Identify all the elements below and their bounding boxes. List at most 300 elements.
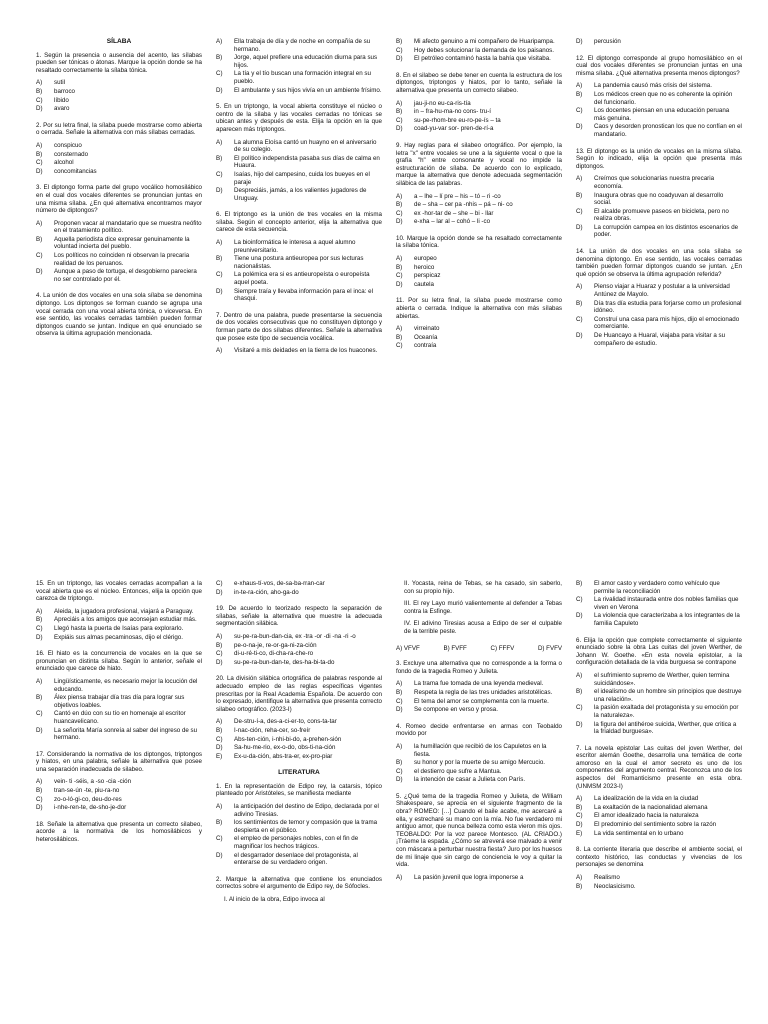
option-letter: C) (216, 735, 223, 743)
option-item (576, 883, 742, 891)
option-letter: A) (216, 347, 223, 355)
section-heading-literatura: LITERATURA (278, 769, 320, 777)
option-item (576, 830, 742, 838)
option-letter: B) (216, 819, 223, 827)
question-9: 9. Hay reglas para el silabeo ortográfico. Por ejemplo, la letra "x" entre vocales se une a la siguiente vocal o que la grafía "h" entre consonante y vocal no impide la estructuración de sílaba. De acuerdo con lo explicado, marque la alternativa que denote adecuada segmentación silábica de las palabras. (396, 141, 562, 187)
option-letter: A) (216, 718, 223, 726)
option-item (576, 283, 742, 298)
option-item (576, 175, 742, 190)
option-item (216, 744, 382, 752)
option-text: Respeta la regla de las tres unidades aristotélicas. (414, 688, 553, 696)
question-17: 17. Considerando la normativa de los diptongos, triptongos y hiatos, en una palabra, señale la alternativa que posee una separación inadecuada de silabeo. (36, 750, 202, 773)
option-letter: C) (396, 767, 403, 775)
option-item (216, 736, 382, 744)
question-1: 1. Según la presencia o ausencia del acento, las sílabas pueden ser tónicas o átonas. Marque la opción donde se ha resaltado correctamente la sílaba tónica. (36, 51, 202, 74)
lit-question-2-item-1: I. Al inicio de la obra, Edipo invoca al (224, 896, 325, 903)
option-text: Mi afecto genuino a mi compañero de Huaripampa. (414, 38, 555, 45)
option-letter: A) (216, 138, 223, 146)
option-letter: B) (36, 235, 43, 243)
options-8 (396, 100, 562, 133)
option-text: consternado (54, 150, 89, 158)
option-item (216, 650, 382, 658)
lit-option-5a: A) La pasión juvenil que logra imponerse a (396, 873, 524, 881)
option-text: El amor idealizado hacia la naturaleza (594, 812, 699, 820)
option-item (216, 803, 382, 818)
sheet-top (22, 0, 746, 512)
option-letter: D) (36, 268, 43, 276)
option-letter: C) (396, 209, 403, 217)
option-item (36, 727, 202, 742)
options-6 (216, 239, 382, 303)
lit-options-5 (576, 580, 742, 628)
options-5 (216, 139, 382, 203)
option-item (576, 38, 742, 46)
option-letter: D) (576, 720, 583, 728)
option-item (576, 316, 742, 331)
option-letter: C) (396, 272, 403, 280)
option-item (576, 107, 742, 122)
option-text: La tía y el tío buscan una formación integral en su pueblo. (234, 70, 371, 85)
option-item (216, 171, 382, 186)
option-letter: A) (576, 874, 583, 881)
option-text: Creímos que solucionarías nuestra precaria economía. (594, 175, 715, 190)
option-letter: D) (396, 55, 403, 63)
option-text: su honor y por la muerte de su amigo Mercucio. (414, 759, 546, 767)
option-item (216, 819, 382, 834)
option-text: El alcalde promueve paseos en bicicleta, pero no realiza obras. (594, 207, 729, 223)
option-item (216, 239, 382, 254)
option-text: Inaugura obras que no coadyuvan al desarrollo social. (594, 191, 724, 207)
option-text: el empleo de personajes nobles, con el fin de magnificar los hechos trágicos. (234, 835, 359, 851)
option-text: pe-o-na-je, re-or-ga-ni-za-ción (234, 641, 317, 649)
option-text: el idealismo de un hombre sin principios que destruye una relación». (594, 688, 742, 703)
lit-question-6: 6. Elija la opción que complete correctamente el siguiente enunciado sobre la obra Las cuitas del joven Werther, de Johann W. Goethe. «En esta novela epistolar, a la configuración detallada de la vida burguesa se contrapone (576, 636, 742, 667)
option-text: El amor casto y verdadero como vehículo que permite la reconciliación (594, 580, 720, 595)
question-8: 8. En el silabeo se debe tener en cuenta la estructura de los diptongos, triptongos y hiatos, por lo tanto, señale la alternativa que presenta un correcto silabeo. (396, 71, 562, 94)
option-item (396, 743, 562, 758)
option-text: La polémica era si es antieuropeísta o europeísta aquel poeta. (234, 271, 370, 287)
option-letter: C) (576, 315, 583, 323)
option-letter: D) (576, 332, 583, 339)
lit-options-2 (396, 645, 562, 653)
option-text: La bioinformática le interesa a aquel alumno preuniversitario. (234, 239, 356, 254)
question-5: 5. En un triptongo, la vocal abierta constituye el núcleo o centro de la sílaba y las vocales cerradas no tónicas se ubican antes y después de esta. Elija la opción en la que aparecen más triptongos. (216, 103, 382, 133)
option-letter: C) (576, 596, 583, 604)
question-16: 16. El hiato es la concurrencia de vocales en la que se pronuncian en distinta sílaba. Según lo anterior, señale el enunciado que carece de hiato. (36, 650, 202, 673)
lit-options-4 (396, 743, 562, 784)
option-item (36, 159, 202, 167)
option-letter: B) (396, 759, 403, 767)
option-text: Tiene una postura antieuropea por sus lecturas nacionalistas. (234, 255, 364, 270)
option-letter: C) (216, 70, 223, 78)
option-item (396, 342, 562, 350)
option-item (576, 82, 742, 90)
column-1 (36, 38, 202, 343)
option-letter: D) (36, 804, 43, 812)
statement-item: II. Yocasta, reina de Tebas, se ha casado, sin saberlo, con su propio hijo. (404, 580, 562, 595)
option-item (396, 193, 562, 201)
options-11-cont (576, 38, 742, 46)
option-text: La trama fue tomada de una leyenda medieval. (414, 680, 544, 688)
option-text: la figura del antihéroe suicida, Werther, que critica a la frialdad burguesa». (594, 720, 737, 736)
option-letter: B) (576, 191, 583, 199)
question-14: 14. La unión de dos vocales en una sola sílaba se denomina diptongo. En ese sentido, las vocales cerradas también pueden formar diptongos cuando se juntan. ¿En qué opción se observa la última agrupación referida? (576, 248, 742, 278)
option-letter: C) (36, 710, 43, 718)
question-20: 20. La división silábica ortográfica de palabras responde al adecuado empleo de las reglas específicas vigentes prescritas por la Real Academia Española. De acuerdo con lo expresado, identifique la alternativa que presenta correcto silabeo ortográfico. (2023-I) (216, 675, 382, 713)
option-letter: B) (576, 580, 583, 587)
option-text: La idealización de la vida en la ciudad (594, 795, 699, 803)
option-letter: C) (36, 252, 43, 260)
option-letter: D) (216, 187, 223, 195)
option-text: I-nac-ción, reha-cer, so-freír (234, 726, 311, 734)
option-text: europeo (414, 255, 437, 263)
option-item (576, 704, 742, 719)
option-text: La pandemia causó más crisis del sistema. (594, 82, 712, 90)
option-letter: B) (36, 694, 43, 702)
tf-option: D) FVFV (537, 644, 562, 652)
option-text: avaro (54, 105, 70, 113)
option-text: La corrupción campea en los distintos escenarios de poder. (594, 223, 739, 239)
option-item (396, 255, 562, 263)
option-item (396, 125, 562, 133)
lit-options-8 (576, 874, 742, 890)
option-item (216, 87, 382, 95)
option-letter: A) (576, 795, 583, 803)
option-text: Álex piensa trabajar día tras día para lograr sus objetivos loables. (54, 694, 185, 709)
option-letter: B) (396, 688, 403, 696)
option-item (576, 123, 742, 138)
lit-options-3 (396, 680, 562, 713)
option-text: La vida sentimental en lo urbano (594, 829, 684, 837)
option-text: El ambulante y sus hijos vivía en un ambiente frísimo. (234, 86, 382, 94)
option-letter: A) (396, 680, 403, 688)
option-text: Llegó hasta la puerta de Isaías para explorarlo. (54, 624, 184, 632)
option-text: Siempre traía y llevaba información para el inca: el chasqui. (234, 287, 373, 303)
question-6: 6. El triptongo es la unión de tres vocales en la misma sílaba. Según el concepto anterior, elija la alternativa que carece de esta secuencia. (216, 211, 382, 234)
page-bottom (0, 512, 768, 1024)
option-text: percusión (594, 38, 621, 45)
option-item (576, 580, 742, 595)
option-letter: B) (36, 616, 43, 624)
option-letter: B) (396, 333, 403, 341)
option-text: ex -hor-tar de – she – bi - llar (414, 209, 494, 217)
option-letter: D) (396, 218, 403, 226)
option-letter: E) (576, 829, 583, 837)
options-17 (36, 778, 202, 811)
lit-question-8: 8. La corriente literaria que describe el ambiente social, el contexto histórico, las conductas y vivencias de los personajes se denomina (576, 846, 742, 869)
option-letter: C) (396, 697, 403, 705)
option-letter: D) (216, 588, 223, 596)
option-item (36, 625, 202, 633)
option-text: barroco (54, 87, 75, 95)
option-item (36, 787, 202, 795)
option-item (216, 659, 382, 667)
option-letter: D) (576, 223, 583, 231)
option-item (216, 835, 382, 850)
option-item (576, 672, 742, 687)
option-item (396, 201, 562, 209)
option-text: in-te-ra-ción, aho-ga-do (234, 588, 299, 596)
option-item (576, 596, 742, 611)
option-item (396, 264, 562, 272)
option-text: Sa-hu-me-rio, ex-o-do, obs-ti-na-ción (234, 744, 336, 752)
option-letter: B) (216, 154, 223, 162)
option-item (576, 795, 742, 803)
question-11: 11. Por su letra final, la sílaba puede mostrarse como abierta o cerrada. Indique la alternativa con más sílabas abiertas. (396, 297, 562, 320)
option-letter: D) (396, 280, 403, 288)
option-letter: C) (36, 795, 43, 803)
option-text: e-xha – lar al – cohó – li -co (414, 218, 491, 226)
option-text: La alumna Eloísa cantó un huayno en el aniversario de su colegio. (234, 138, 377, 154)
option-text: la anticipación del destino de Edipo, declarada por el adivino Tiresias. (234, 803, 379, 818)
option-item (396, 680, 562, 688)
option-item (576, 874, 742, 882)
options-15 (36, 608, 202, 641)
option-item (396, 776, 562, 784)
option-letter: D) (36, 633, 43, 641)
question-15: 15. En un triptongo, las vocales cerradas acompañan a la vocal abierta que es el núcleo. Entonces, elija la opción que carezca de triptongo. (36, 580, 202, 603)
option-item (576, 332, 742, 347)
option-item (576, 688, 742, 703)
option-item (36, 252, 202, 267)
option-text: in – fra-hu-ma-no cons- tru-í (414, 108, 492, 116)
option-letter: C) (216, 580, 223, 587)
statement-item: IV. El adivino Tiresias acusa a Edipo de ser el culpable de la terrible peste. (404, 620, 562, 635)
option-letter: C) (396, 46, 403, 54)
option-item (396, 218, 562, 226)
option-letter: B) (576, 882, 583, 890)
option-item (216, 718, 382, 726)
options-9 (396, 193, 562, 226)
option-text: De-stru-í-a, des-a-ci-er-to, cons-ta-tar (234, 718, 337, 726)
lit-options-7 (576, 795, 742, 837)
option-item (36, 105, 202, 113)
option-text: Oceanía (414, 333, 438, 341)
question-13: 13. El diptongo es la unión de vocales en la misma sílaba. Según lo indicado, elija la opción que presenta más diptongos. (576, 147, 742, 170)
option-letter: C) (216, 650, 223, 658)
option-text: Cantó en dúo con su tío en homenaje al escritor huancavelicano. (54, 710, 186, 725)
option-text: i-nhe-ren-te, de-sho-je-dor (54, 804, 127, 812)
option-item (576, 804, 742, 812)
option-item (36, 608, 202, 616)
option-item (576, 821, 742, 829)
tf-option: A) VFVF (396, 644, 420, 652)
option-text: e-xhaus-tí-vos, de-sa-ba-rran-car (234, 580, 325, 587)
options-11 (396, 325, 562, 350)
option-text: Apreciáis a los amigos que aconsejan estudiar más. (54, 616, 197, 624)
question-3: 3. El diptongo forma parte del grupo vocálico homosilábico en el cual dos vocales diferentes se pronuncian juntas en una misma sílaba. ¿En qué alternativa encontramos mayor número de diptongos? (36, 184, 202, 215)
option-letter: A) (576, 175, 583, 183)
option-item (36, 79, 202, 87)
option-letter: C) (396, 116, 403, 124)
option-text: Aleida, la jugadora profesional, viajará a Paraguay. (54, 607, 194, 615)
option-item (36, 804, 202, 812)
option-letter: A) (396, 192, 403, 200)
option-text: Ella trabaja de día y de noche en compañía de su hermano. (234, 38, 371, 53)
option-letter: A) (36, 219, 43, 227)
option-text: Visitaré a mis deidades en la tierra de los huacones. (234, 347, 378, 355)
lit-question-5: 5. ¿Qué tema de la tragedia Romeo y Julieta, de William Shakespeare, se aprecia en el siguiente fragmento de la obra? ROMEO: […] Cuando el baile acabe, me acercaré a ella, y estrecharé su mano con la mía. No fue verdadero mi antiguo amor, que nunca belleza como esta vieron mis ojos. TEOBALDO: Por la voz parece Montesco. (AL CRIADO.) ¡Tráeme la espada. ¿Cómo se atreverá ese malvado a venir con máscara a perturbar nuestra fiesta? Juro por los huesos de mi linaje que sin cargo de conciencia le voy a quitar la vida. (396, 792, 562, 869)
option-item (36, 694, 202, 709)
option-text: virreinato (414, 325, 440, 333)
option-letter: A) (396, 99, 403, 107)
option-item (216, 633, 382, 641)
option-item (576, 612, 742, 627)
option-letter: C) (396, 342, 403, 350)
option-letter: C) (576, 704, 583, 712)
option-letter: C) (216, 271, 223, 279)
option-item (576, 224, 742, 239)
option-item (36, 710, 202, 725)
options-7 (216, 347, 382, 355)
option-letter: D) (576, 612, 583, 620)
option-item (216, 580, 382, 588)
option-letter: B) (576, 299, 583, 307)
option-text: Día tras día estudia para forjarse como un profesional idóneo. (594, 299, 742, 315)
option-letter: E) (216, 752, 223, 760)
option-text: de – sha – cer pa -nhis – pá – ni- co (414, 201, 513, 209)
option-item (396, 108, 562, 116)
question-18: 18. Señale la alternativa que presenta un correcto silabeo, acorde a la normativa de los homosilábicos y heterosilábicos. (36, 820, 202, 844)
option-letter: A) (216, 38, 223, 45)
option-letter: B) (396, 108, 403, 116)
option-text: El petróleo contaminó hasta la bahía que visitaba. (414, 55, 551, 63)
question-12: 12. El diptongo corresponde al grupo homosilábico en el cual dos vocales diferentes se pronuncian juntas en una misma sílaba. ¿Qué alternativa presenta menos diptongos? (576, 54, 742, 77)
column-2-bottom (216, 580, 382, 909)
option-letter: B) (576, 688, 583, 696)
option-item (216, 347, 382, 355)
option-item (396, 334, 562, 342)
option-text: La exaltación de la nacionalidad alemana (594, 803, 708, 811)
option-letter: C) (216, 170, 223, 178)
sheet-bottom (22, 512, 746, 1024)
option-text: el sufrimiento supremo de Werther, quien termina suicidándose». (594, 671, 730, 687)
option-letter: D) (576, 821, 583, 829)
section-heading-silaba: SÍLABA (106, 38, 132, 45)
option-item (36, 796, 202, 804)
column-2 (216, 38, 382, 364)
option-text: Jorge, aquel prefiere una educación diurna para sus hijos. (234, 54, 378, 69)
option-letter: D) (216, 287, 223, 295)
option-item (36, 634, 202, 642)
option-item (216, 727, 382, 735)
option-letter: D) (216, 851, 223, 859)
option-item (216, 271, 382, 286)
option-item (36, 236, 202, 251)
question-4: 4. La unión de dos vocales en una sola sílaba se denomina diptongo. Los diptongos se forman cuando se agrupa una vocal cerrada con una vocal abierta tónica, o viceversa. En ese sentido, las vocales cerradas también pueden formar diptongos cuando se juntan. Indique en qué enunciado se observa la última agrupación mencionada. (36, 292, 202, 338)
lit-options-6 (576, 672, 742, 736)
option-letter: D) (576, 38, 583, 45)
options-18 (216, 580, 382, 596)
option-letter: D) (36, 726, 43, 734)
option-text: cautela (414, 280, 434, 288)
option-item (396, 210, 562, 218)
option-item (216, 70, 382, 85)
option-text: vein- ti -séis, a -so -cia -ción (54, 778, 132, 786)
option-letter: A) (576, 671, 583, 679)
option-item (216, 589, 382, 597)
option-item (396, 759, 562, 767)
options-14 (576, 283, 742, 347)
option-item (36, 88, 202, 96)
option-letter: C) (36, 96, 43, 104)
option-text: La rivalidad instaurada entre dos nobles familias que viven en Verona (594, 596, 739, 611)
option-item (396, 47, 562, 55)
option-letter: A) (36, 778, 43, 786)
options-16 (36, 678, 202, 742)
option-item (396, 38, 562, 46)
option-item (36, 220, 202, 235)
option-item (216, 155, 382, 170)
option-letter: C) (216, 835, 223, 843)
lit-question-1: 1. En la representación de Edipo rey, la catarsis, tópico planteado por Aristóteles, se manifiesta mediante (216, 782, 382, 798)
option-text: la pasión exaltada del protagonista y su emoción por la naturaleza». (594, 704, 739, 719)
option-item (576, 91, 742, 106)
option-text: el destierro que sufre a Mantua. (414, 767, 502, 775)
option-text: conspicuo (54, 141, 82, 149)
option-text: De Huancayo a Huaral, viajaba para visitar a su compañero de estudio. (594, 332, 726, 347)
option-text: líbido (54, 96, 69, 104)
option-letter: D) (216, 744, 223, 752)
option-text: el desgarrador desenlace del protagonista, al enterarse de su verdadero origen. (234, 851, 358, 867)
lit-question-4: 4. Romeo decide enfrentarse en armas con Teobaldo movido por (396, 722, 562, 738)
option-letter: D) (576, 123, 583, 131)
option-text: Realismo (594, 874, 620, 881)
option-text: Aunque a paso de tortuga, el desgobierno pareciera no ser controlado por él. (54, 268, 197, 283)
option-text: la humillación que recibió de los Capuletos en la fiesta. (414, 742, 547, 758)
option-text: Despreciáis, jamás, a los valientes jugadores de Uruguay. (234, 187, 367, 202)
option-item (396, 689, 562, 697)
option-item (36, 778, 202, 786)
option-letter: A) (36, 607, 43, 615)
option-text: perspicaz (414, 272, 441, 280)
option-text: zo-o-ló-gi-co, deu-do-res (54, 795, 122, 803)
option-item (216, 288, 382, 303)
column-3 (396, 38, 562, 359)
option-text: Expiáis sus almas pecaminosas, dijo el clérigo. (54, 633, 183, 641)
option-text: Se compone en verso y prosa. (414, 706, 498, 714)
option-item (216, 642, 382, 650)
options-3 (36, 220, 202, 284)
option-item (36, 168, 202, 176)
lit-question-3: 3. Excluye una alternativa que no corresponde a la forma o fondo de la tragedia Romeo y Julieta. (396, 660, 562, 675)
option-letter: B) (36, 787, 43, 795)
options-1 (36, 79, 202, 112)
option-text: El político independista pasaba sus días de calma en Huaura. (234, 154, 380, 170)
option-letter: C) (576, 107, 583, 115)
option-letter: B) (396, 38, 403, 45)
option-text: sutil (54, 79, 66, 87)
option-letter: D) (396, 776, 403, 784)
option-letter: B) (396, 263, 403, 271)
option-item (396, 698, 562, 706)
option-item (36, 151, 202, 159)
option-text: El tema del amor se complementa con la muerte. (414, 697, 549, 705)
options-2 (36, 142, 202, 175)
option-text: Los políticos no coinciden ni observan la precaria realidad de los peruanos. (54, 252, 190, 267)
option-text: jau-ji-no eu-ca-ris-tía (414, 99, 471, 107)
option-item (216, 852, 382, 867)
lit-options-1 (216, 803, 382, 867)
option-item (216, 187, 382, 202)
option-item (36, 616, 202, 624)
statement-item: III. El rey Layo murió valientemente al defender a Tebas contra la Esfinge. (404, 600, 562, 615)
option-item (216, 38, 382, 53)
option-letter: B) (576, 803, 583, 811)
option-letter: D) (216, 86, 223, 94)
question-10: 10. Marque la opción donde se ha resaltado correctamente la sílaba tónica. (396, 234, 562, 250)
option-text: Abs-ten-ción, i-nhi-bi-do, a-prehen-sión (234, 735, 342, 743)
